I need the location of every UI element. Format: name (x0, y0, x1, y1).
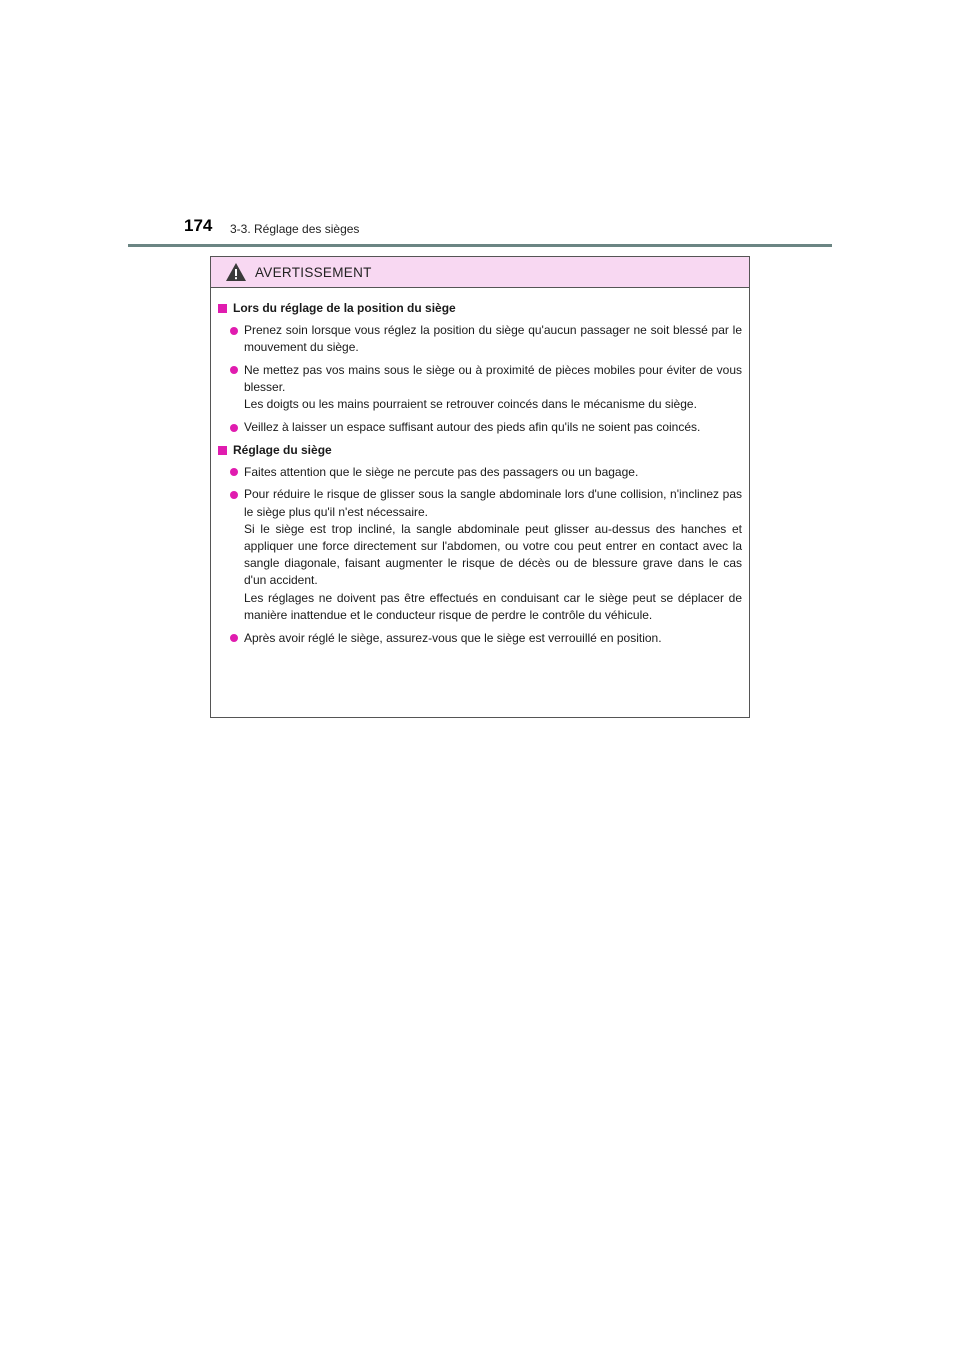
item-text (244, 419, 742, 436)
warning-title: AVERTISSEMENT (255, 264, 372, 280)
list-item (216, 630, 742, 647)
dot-bullet-icon (230, 366, 238, 374)
list-item (216, 486, 742, 624)
item-paragraph: Prenez soin lorsque vous réglez la position du siège qu'aucun passager ne soit blessé par le mouvement du siège. (244, 323, 742, 355)
list-item (216, 322, 742, 356)
dot-bullet-icon (230, 468, 238, 476)
warning-header (211, 257, 749, 288)
warning-section (216, 442, 742, 647)
page-number: 174 (184, 216, 213, 235)
item-text (244, 630, 742, 647)
section-heading (216, 300, 742, 317)
item-paragraph: Faites attention que le siège ne percute pas des passagers ou un bagage. (244, 464, 639, 479)
header-rule (128, 244, 832, 247)
warning-body (211, 288, 749, 647)
item-paragraph: Si le siège est trop incliné, la sangle abdominale peut glisser au-dessus des hanches et appliquer une force directement sur l'abdomen, ou votre cou peut entrer en contact avec la sangle diagonale, faisant augmenter le risque de décès ou de blessure grave dans le cas d'un accident. (244, 521, 742, 588)
section-title: 3-3. Réglage des sièges (230, 222, 360, 236)
section-heading (216, 442, 742, 459)
dot-bullet-icon (230, 634, 238, 642)
item-paragraph: Les doigts ou les mains pourraient se retrouver coincés dans le mécanisme du siège. (244, 397, 697, 412)
warning-box (210, 256, 750, 718)
dot-bullet-icon (230, 327, 238, 335)
dot-bullet-icon (230, 424, 238, 432)
item-paragraph: Après avoir réglé le siège, assurez-vous que le siège est verrouillé en position. (244, 630, 662, 645)
dot-bullet-icon (230, 491, 238, 499)
warning-triangle-icon (225, 262, 247, 282)
list-item (216, 362, 742, 414)
section-heading-text: Lors du réglage de la position du siège (233, 301, 456, 315)
item-paragraph: Les réglages ne doivent pas être effectués en conduisant car le siège peut se déplacer de manière inattendue et le conducteur risque de perdre le contrôle du véhicule. (244, 590, 742, 622)
section-heading-text: Réglage du siège (233, 442, 332, 457)
item-text (244, 464, 742, 481)
item-text (244, 362, 742, 414)
list-item (216, 419, 742, 436)
item-text (244, 322, 742, 356)
warning-section (216, 300, 742, 436)
square-bullet-icon (218, 304, 227, 313)
item-paragraph: Veillez à laisser un espace suffisant autour des pieds afin qu'ils ne soient pas coincés. (244, 420, 701, 435)
list-item (216, 464, 742, 481)
item-paragraph: Ne mettez pas vos mains sous le siège ou à proximité de pièces mobiles pour éviter de vous blesser. (244, 362, 742, 395)
item-paragraph: Pour réduire le risque de glisser sous la sangle abdominale lors d'une collision, n'inclinez pas le siège plus qu'il n'est nécessaire. (244, 487, 742, 519)
square-bullet-icon (218, 446, 227, 455)
item-text (244, 486, 742, 624)
